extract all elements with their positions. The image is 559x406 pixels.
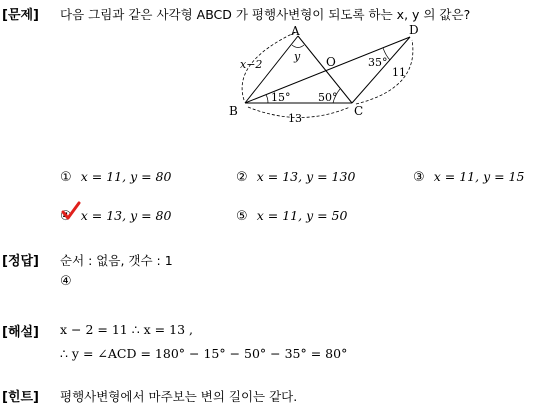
solution-tag: [해설]	[2, 325, 39, 340]
choice-number: ⑤	[236, 209, 248, 224]
choice-number: ②	[236, 170, 248, 185]
side-AD	[298, 36, 410, 37]
label-side-11: 11	[392, 66, 406, 79]
label-B: B	[229, 104, 238, 118]
choice-number: ④	[60, 209, 72, 224]
label-angle-15: 15°	[271, 91, 291, 104]
label-x-minus-2: x−2	[240, 58, 263, 71]
checkmark-icon	[60, 200, 82, 222]
choice-text: x = 11, y = 80	[80, 169, 172, 184]
label-y: y	[294, 50, 301, 63]
label-angle-35: 35°	[368, 56, 388, 69]
choice-text: x = 11, y = 50	[256, 208, 348, 223]
choice-text: x = 13, y = 130	[256, 169, 356, 184]
answer-value: ④	[60, 274, 72, 289]
hint-text: 평행사변형에서 마주보는 변의 길이는 같다.	[60, 389, 298, 404]
angle-arc-B	[266, 95, 268, 103]
parallelogram-figure	[215, 22, 430, 126]
answer-meta: 순서 : 없음, 갯수 : 1	[60, 253, 173, 268]
hint-tag: [힌트]	[2, 390, 39, 405]
answer-tag: [정답]	[2, 254, 39, 269]
label-C: C	[354, 104, 364, 118]
label-O: O	[326, 55, 336, 69]
solution-line-2: ∴ y = ∠ACD = 180° − 15° − 50° − 35° = 80°	[60, 346, 348, 361]
choice-text: x = 11, y = 15	[433, 169, 525, 184]
choice-3[interactable]	[413, 166, 524, 185]
question-text: 다음 그림과 같은 사각형 ABCD 가 평행사변형이 되도록 하는 x, y 의 값은?	[60, 7, 471, 22]
solution-line-1: x − 2 = 11 ∴ x = 13 ,	[60, 322, 193, 337]
label-angle-50: 50°	[318, 91, 338, 104]
label-side-13: 13	[288, 112, 302, 125]
label-A: A	[291, 24, 300, 38]
choice-text: x = 13, y = 80	[80, 208, 172, 223]
choice-1[interactable]	[60, 166, 171, 185]
choice-number: ③	[413, 170, 425, 185]
label-D: D	[409, 23, 419, 37]
choice-number: ①	[60, 170, 72, 185]
choice-5[interactable]	[236, 205, 347, 224]
angle-arc-A	[292, 45, 304, 48]
question-tag: [문제]	[2, 8, 39, 23]
choice-2[interactable]	[236, 166, 355, 185]
